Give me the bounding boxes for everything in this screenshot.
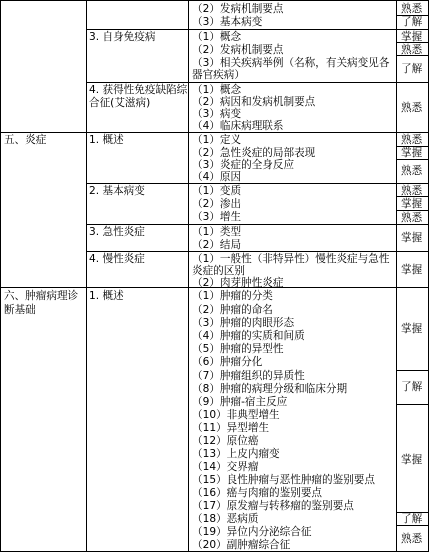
topic-item: （11）异型增生 [192, 422, 270, 434]
topic-item: 器官疾病） [192, 69, 245, 81]
subject-cell: 4. 慢性炎症 [89, 253, 145, 265]
topic-item: （1）概念 [192, 84, 242, 96]
topic-item: （2）发病机制要点 [192, 44, 284, 56]
topic-item: （18）恶病质 [192, 513, 259, 525]
topic-item: （1）概念 [192, 31, 242, 43]
table-line [86, 29, 429, 30]
table-line [396, 210, 429, 211]
topic-item: （7）肿瘤组织的异质性 [192, 370, 305, 382]
level-cell: 掌握 [401, 147, 423, 159]
level-cell: 熟悉 [401, 134, 423, 146]
subject-cell: 合征(艾滋病) [89, 97, 151, 109]
topic-item: （2）肿瘤的命名 [192, 304, 273, 316]
topic-item: （14）交界瘤 [192, 461, 259, 473]
topic-item: （19）异位内分泌综合征 [192, 526, 312, 538]
table-line [0, 132, 429, 133]
topic-item: （2）病因和发病机制要点 [192, 96, 316, 108]
unit-cell: 六、肿瘤病理诊 [4, 290, 79, 302]
topic-item: （4）原因 [192, 171, 242, 183]
topic-item: （6）肿瘤分化 [192, 356, 263, 368]
topic-item: （17）原发瘤与转移瘤的鉴别要点 [192, 500, 354, 512]
topic-item: （12）原位癌 [192, 435, 259, 447]
topic-item: （8）肿瘤的病理分级和临床分期 [192, 383, 348, 395]
subject-cell: 3. 急性炎症 [89, 226, 145, 238]
topic-item: （2）肉芽肿性炎症 [192, 277, 284, 289]
topic-item: （2）急性炎症的局部表现 [192, 147, 316, 159]
level-cell: 了解 [401, 16, 423, 28]
level-cell: 了解 [401, 381, 423, 393]
topic-item: （16）癌与肉瘤的鉴别要点 [192, 487, 323, 499]
subject-cell: 3. 自身免疫病 [89, 31, 156, 43]
level-cell: 掌握 [401, 198, 423, 210]
topic-item: （20）副肿瘤综合征 [192, 539, 291, 551]
level-cell: 熟悉 [401, 165, 423, 177]
topic-item: （15）良性肿瘤与恶性肿瘤的鉴别要点 [192, 474, 375, 486]
topic-item: （3）增生 [192, 211, 242, 223]
table-line [86, 82, 429, 83]
level-cell: 了解 [401, 513, 423, 525]
table-line [86, 224, 429, 225]
topic-item: （3）炎症的全身反应 [192, 159, 295, 171]
topic-item: （3）病变 [192, 108, 242, 120]
topic-item: 炎症的区别 [192, 265, 245, 277]
table-line [0, 0, 429, 1]
table-line [396, 0, 397, 552]
topic-item: （10）非典型增生 [192, 409, 280, 421]
topic-item: （4）肿瘤的实质和间质 [192, 330, 305, 342]
subject-cell: 2. 基本病变 [89, 185, 145, 197]
topic-item: （1）变质 [192, 185, 242, 197]
topic-item: （1）肿瘤的分类 [192, 290, 273, 302]
topic-item: （1）一般性（非特异性）慢性炎症与急性 [192, 253, 390, 265]
level-cell: 熟悉 [401, 533, 423, 545]
topic-item: （1）类型 [192, 226, 242, 238]
topic-item: （3）基本病变 [192, 16, 263, 28]
topic-item: （3）相关疾病举例（名称，有关病变见各 [192, 57, 390, 69]
level-cell: 熟悉 [401, 44, 423, 56]
topic-item: （5）肿瘤的异型性 [192, 343, 284, 355]
table-line [396, 159, 429, 160]
subject-cell: 1. 概述 [89, 290, 124, 302]
subject-cell: 4. 获得性免疫缺陷综 [89, 84, 188, 96]
table-line [396, 404, 429, 405]
table-line [396, 525, 429, 526]
table-line [396, 370, 429, 371]
table-line [86, 0, 87, 552]
level-cell: 掌握 [401, 454, 423, 466]
topic-item: （1）定义 [192, 134, 242, 146]
topic-item: （9）肿瘤-宿主反应 [192, 396, 288, 408]
subject-cell: 1. 概述 [89, 134, 124, 146]
level-cell: 掌握 [401, 31, 423, 43]
level-cell: 熟悉 [401, 3, 423, 15]
level-cell: 了解 [401, 63, 423, 75]
level-cell: 掌握 [401, 232, 423, 244]
table-line [188, 0, 189, 552]
level-cell: 熟悉 [401, 102, 423, 114]
table-line [86, 251, 429, 252]
topic-item: （2）渗出 [192, 198, 242, 210]
topic-item: （3）肿瘤的肉眼形态 [192, 317, 295, 329]
topic-item: （2）发病机制要点 [192, 3, 284, 15]
level-cell: 熟悉 [401, 185, 423, 197]
unit-cell: 五、炎症 [4, 134, 47, 146]
unit-cell: 断基础 [4, 304, 36, 316]
topic-item: （2）结局 [192, 239, 242, 251]
table-line [0, 0, 1, 552]
topic-item: （13）上皮内瘤变 [192, 448, 280, 460]
level-cell: 掌握 [401, 264, 423, 276]
level-cell: 熟悉 [401, 212, 423, 224]
table-line [86, 183, 429, 184]
topic-item: （4）临床病理联系 [192, 120, 284, 132]
level-cell: 掌握 [401, 323, 423, 335]
